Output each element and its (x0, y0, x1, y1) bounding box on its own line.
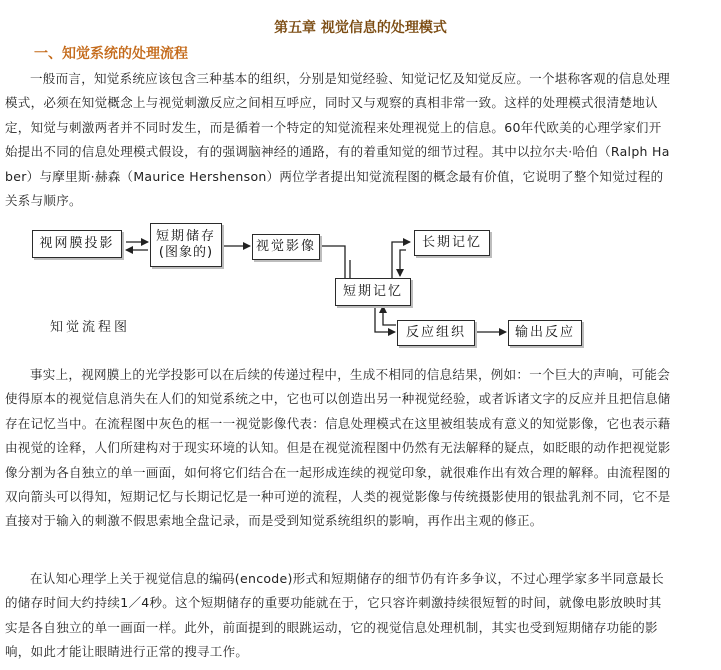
section-heading: 一、知觉系统的处理流程 (34, 46, 188, 62)
arrow-stm-to-response (375, 304, 395, 332)
perception-flowchart (30, 220, 590, 365)
paragraph-body: 事实上，视网膜上的光学投影可以在后续的传递过程中，生成不相同的信息结果，例如：一个巨大的声响，可能会使得原本的视觉信息消失在人们的知觉系统之中，它也可以创造出另一种视觉经验，或者诉诸文字的反应并且把信息储存在记忆当中。在流程图中灰色的框一一视觉影像代表：信息处理模式在这里被组装成有意义的知觉影像，它也表示藉由视觉的诠释，人们所建构对于现实环境的认知。但是在视觉流程图中仍然有无法解释的疑点，如眨眼的动作把视觉影像分割为各自独立的单一画面，如何将它们结合在一起形成连续的视觉印象，就很难作出有效合理的解释。由流程图的双向箭头可以得知，短期记忆与长期记忆是一种可逆的流程，人类的视觉影像与传统摄影使用的银盐乳剂不同，它不是直接对于输入的刺激不假思索地全盘记录，而是受到知觉系统组织的影响，再作出主观的修正。 (5, 367, 671, 529)
paragraph-encoding: 在认知心理学上关于视觉信息的编码(encode)形式和短期储存的细节仍有许多争议，不过心理学家多半同意最长的储存时间大约持续1／4秒。这个短期储存的重要功能就在于，它只容许刺激持续很短暂的时间，就像电影放映时其实是各自独立的单一画面一样。此外，前面提到的眼跳运动，它的视觉信息处理机制，其实也受到短期储存功能的影响，如此才能让眼睛进行正常的搜寻工作。 (5, 571, 664, 660)
diagram-caption: 知觉流程图 (50, 320, 131, 335)
paragraph-intro: 一般而言，知觉系统应该包含三种基本的组织，分别是知觉经验、知觉记忆及知觉反应。一个堪称客观的信息处理模式，必须在知觉概念上与视觉刺激反应之间相互呼应，同时又与观察的真相非常一致。这样的处理模式很清楚地认定，知觉与刺激两者并不同时发生，而是循着一个特定的知觉流程来处理视觉上的信息。60年代欧美的心理学家们开始提出不同的信息处理模式假设，有的强调脑神经的通路，有的着重知觉的细节过程。其中以拉尔夫·哈伯（Ralph Haber）与摩里斯·赫森（Maurice Hershenson）两位学者提出知觉流程图的概念最有价值，它说明了整个知觉过程的关系与顺序。 (5, 71, 671, 209)
box-output-response: 输出反应 (508, 320, 582, 346)
chapter-title: 第五章 视觉信息的处理模式 (274, 20, 447, 36)
arrow-ltm-to-stm (400, 250, 406, 276)
box-short-term-memory: 短期记忆 (335, 278, 411, 306)
box-visual-image: 视觉影像 (252, 234, 320, 260)
arrow-response-to-stm (383, 306, 396, 325)
arrow-stm-to-ltm (392, 242, 410, 278)
box-short-storage: 短期储存 (图象的) (150, 223, 222, 267)
box-retina-projection: 视网膜投影 (32, 230, 122, 258)
box-long-term-memory: 长期记忆 (414, 230, 490, 256)
box-response-organization: 反应组织 (397, 320, 475, 346)
